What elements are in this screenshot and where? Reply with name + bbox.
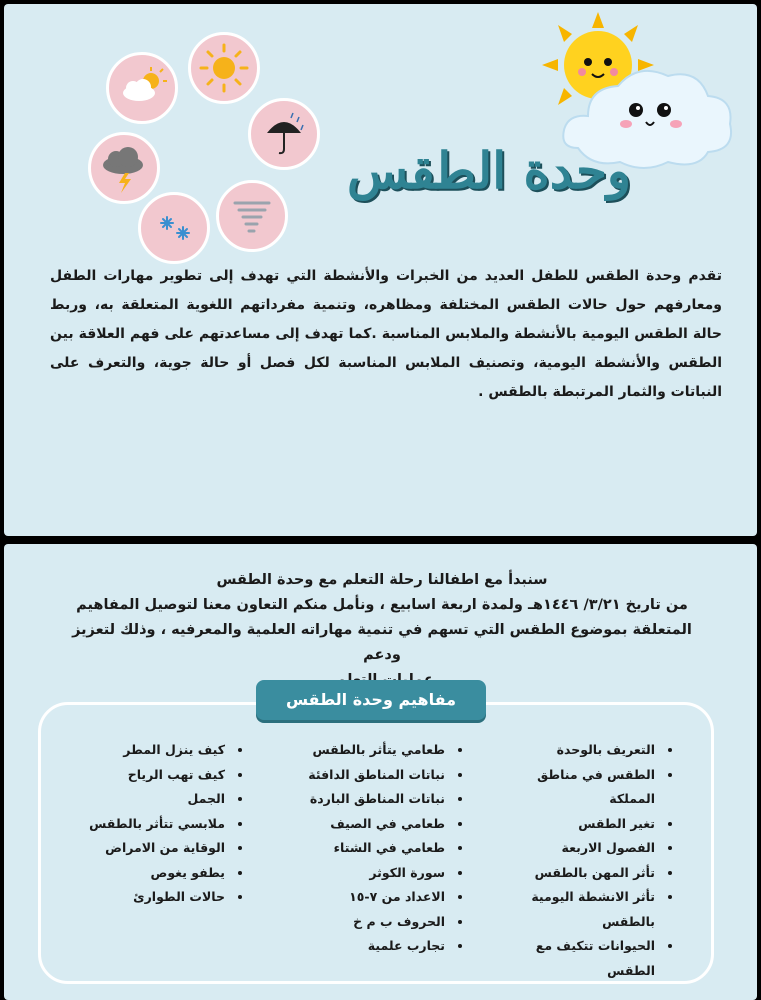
list-item: • ملابسي تتأثر بالطقس bbox=[67, 812, 227, 837]
page-title: وحدة الطقس bbox=[346, 141, 632, 200]
page-bottom bbox=[4, 544, 757, 1000]
concepts-title: مفاهيم وحدة الطقس bbox=[256, 680, 486, 720]
list-item: • طعامي يتأثر بالطقس bbox=[287, 738, 447, 763]
list-item: • يطفو يغوص bbox=[67, 861, 227, 886]
sun-icon bbox=[188, 32, 260, 104]
list-item: • الطقس في مناطق المملكة bbox=[517, 763, 657, 812]
snowflakes-icon bbox=[138, 192, 210, 264]
list-item: • نباتات المناطق الدافئة bbox=[287, 763, 447, 788]
list-item: • حالات الطوارئ bbox=[67, 885, 227, 910]
concepts-column-2 bbox=[287, 738, 467, 959]
list-item: • الفصول الاربعة bbox=[517, 836, 657, 861]
list-item: • الوقاية من الامراض bbox=[67, 836, 227, 861]
list-item: • نباتات المناطق الباردة bbox=[287, 787, 447, 812]
sun-cloud-icon bbox=[106, 52, 178, 124]
list-item: • كيف تهب الرياح bbox=[67, 763, 227, 788]
list-item: • الجمل bbox=[67, 787, 227, 812]
list-item: • الاعداد من ٧-١٥ bbox=[287, 885, 447, 910]
concepts-column-3 bbox=[67, 738, 247, 910]
list-item: • التعريف بالوحدة bbox=[517, 738, 657, 763]
tornado-icon bbox=[216, 180, 288, 252]
storm-cloud-icon bbox=[88, 132, 160, 204]
page-top bbox=[4, 4, 757, 536]
list-item: • طعامي في الشتاء bbox=[287, 836, 447, 861]
list-item: • الحيوانات تتكيف مع الطقس bbox=[517, 934, 657, 983]
list-item: • تجارب علمية bbox=[287, 934, 447, 959]
list-item: • سورة الكوثر bbox=[287, 861, 447, 886]
list-item: • تأثر المهن بالطقس bbox=[517, 861, 657, 886]
list-item: • كيف ينزل المطر bbox=[67, 738, 227, 763]
concepts-column-1 bbox=[517, 738, 677, 983]
announcement-line: سنبدأ مع اطفالنا رحلة التعلم مع وحدة الطقس bbox=[216, 572, 548, 588]
announcement-line: المتعلقة بموضوع الطقس التي تسهم في تنمية مهاراته العلمية والمعرفيه ، وذلك لتعزيز ودعم bbox=[72, 622, 692, 663]
list-item: • الحروف ب م خ bbox=[287, 910, 447, 935]
intro-paragraph: تقدم وحدة الطقس للطفل العديد من الخبرات والأنشطة التي تهدف إلى تطوير مهارات الطفل ومعارفهم حول حالات الطقس المختلفة ومظاهره، وتنمية مفرداتهم اللغوية المتعلقة به، وربط حالة الطقس اليومية بالأنشطة والملابس المناسبة .كما تهدف إلى مساعدتهم على فهم العلاقة بين الطقس والأنشطة اليومية، وتصنيف الملابس المناسبة لكل فصل أو حالة جوية، والتعرف على النباتات والثمار المرتبطة بالطقس . bbox=[50, 268, 722, 400]
list-item: • تأثر الانشطة اليومية بالطقس bbox=[517, 885, 657, 934]
announcement-line: من تاريخ ٣/٢١/ ١٤٤٦هـ ولمدة اربعة اسابيع ، ونأمل منكم التعاون معنا لتوصيل المفاهيم bbox=[76, 597, 688, 613]
announcement bbox=[62, 568, 702, 693]
list-item: • تغير الطقس bbox=[517, 812, 657, 837]
list-item: • طعامي في الصيف bbox=[287, 812, 447, 837]
umbrella-rain-icon bbox=[248, 98, 320, 170]
